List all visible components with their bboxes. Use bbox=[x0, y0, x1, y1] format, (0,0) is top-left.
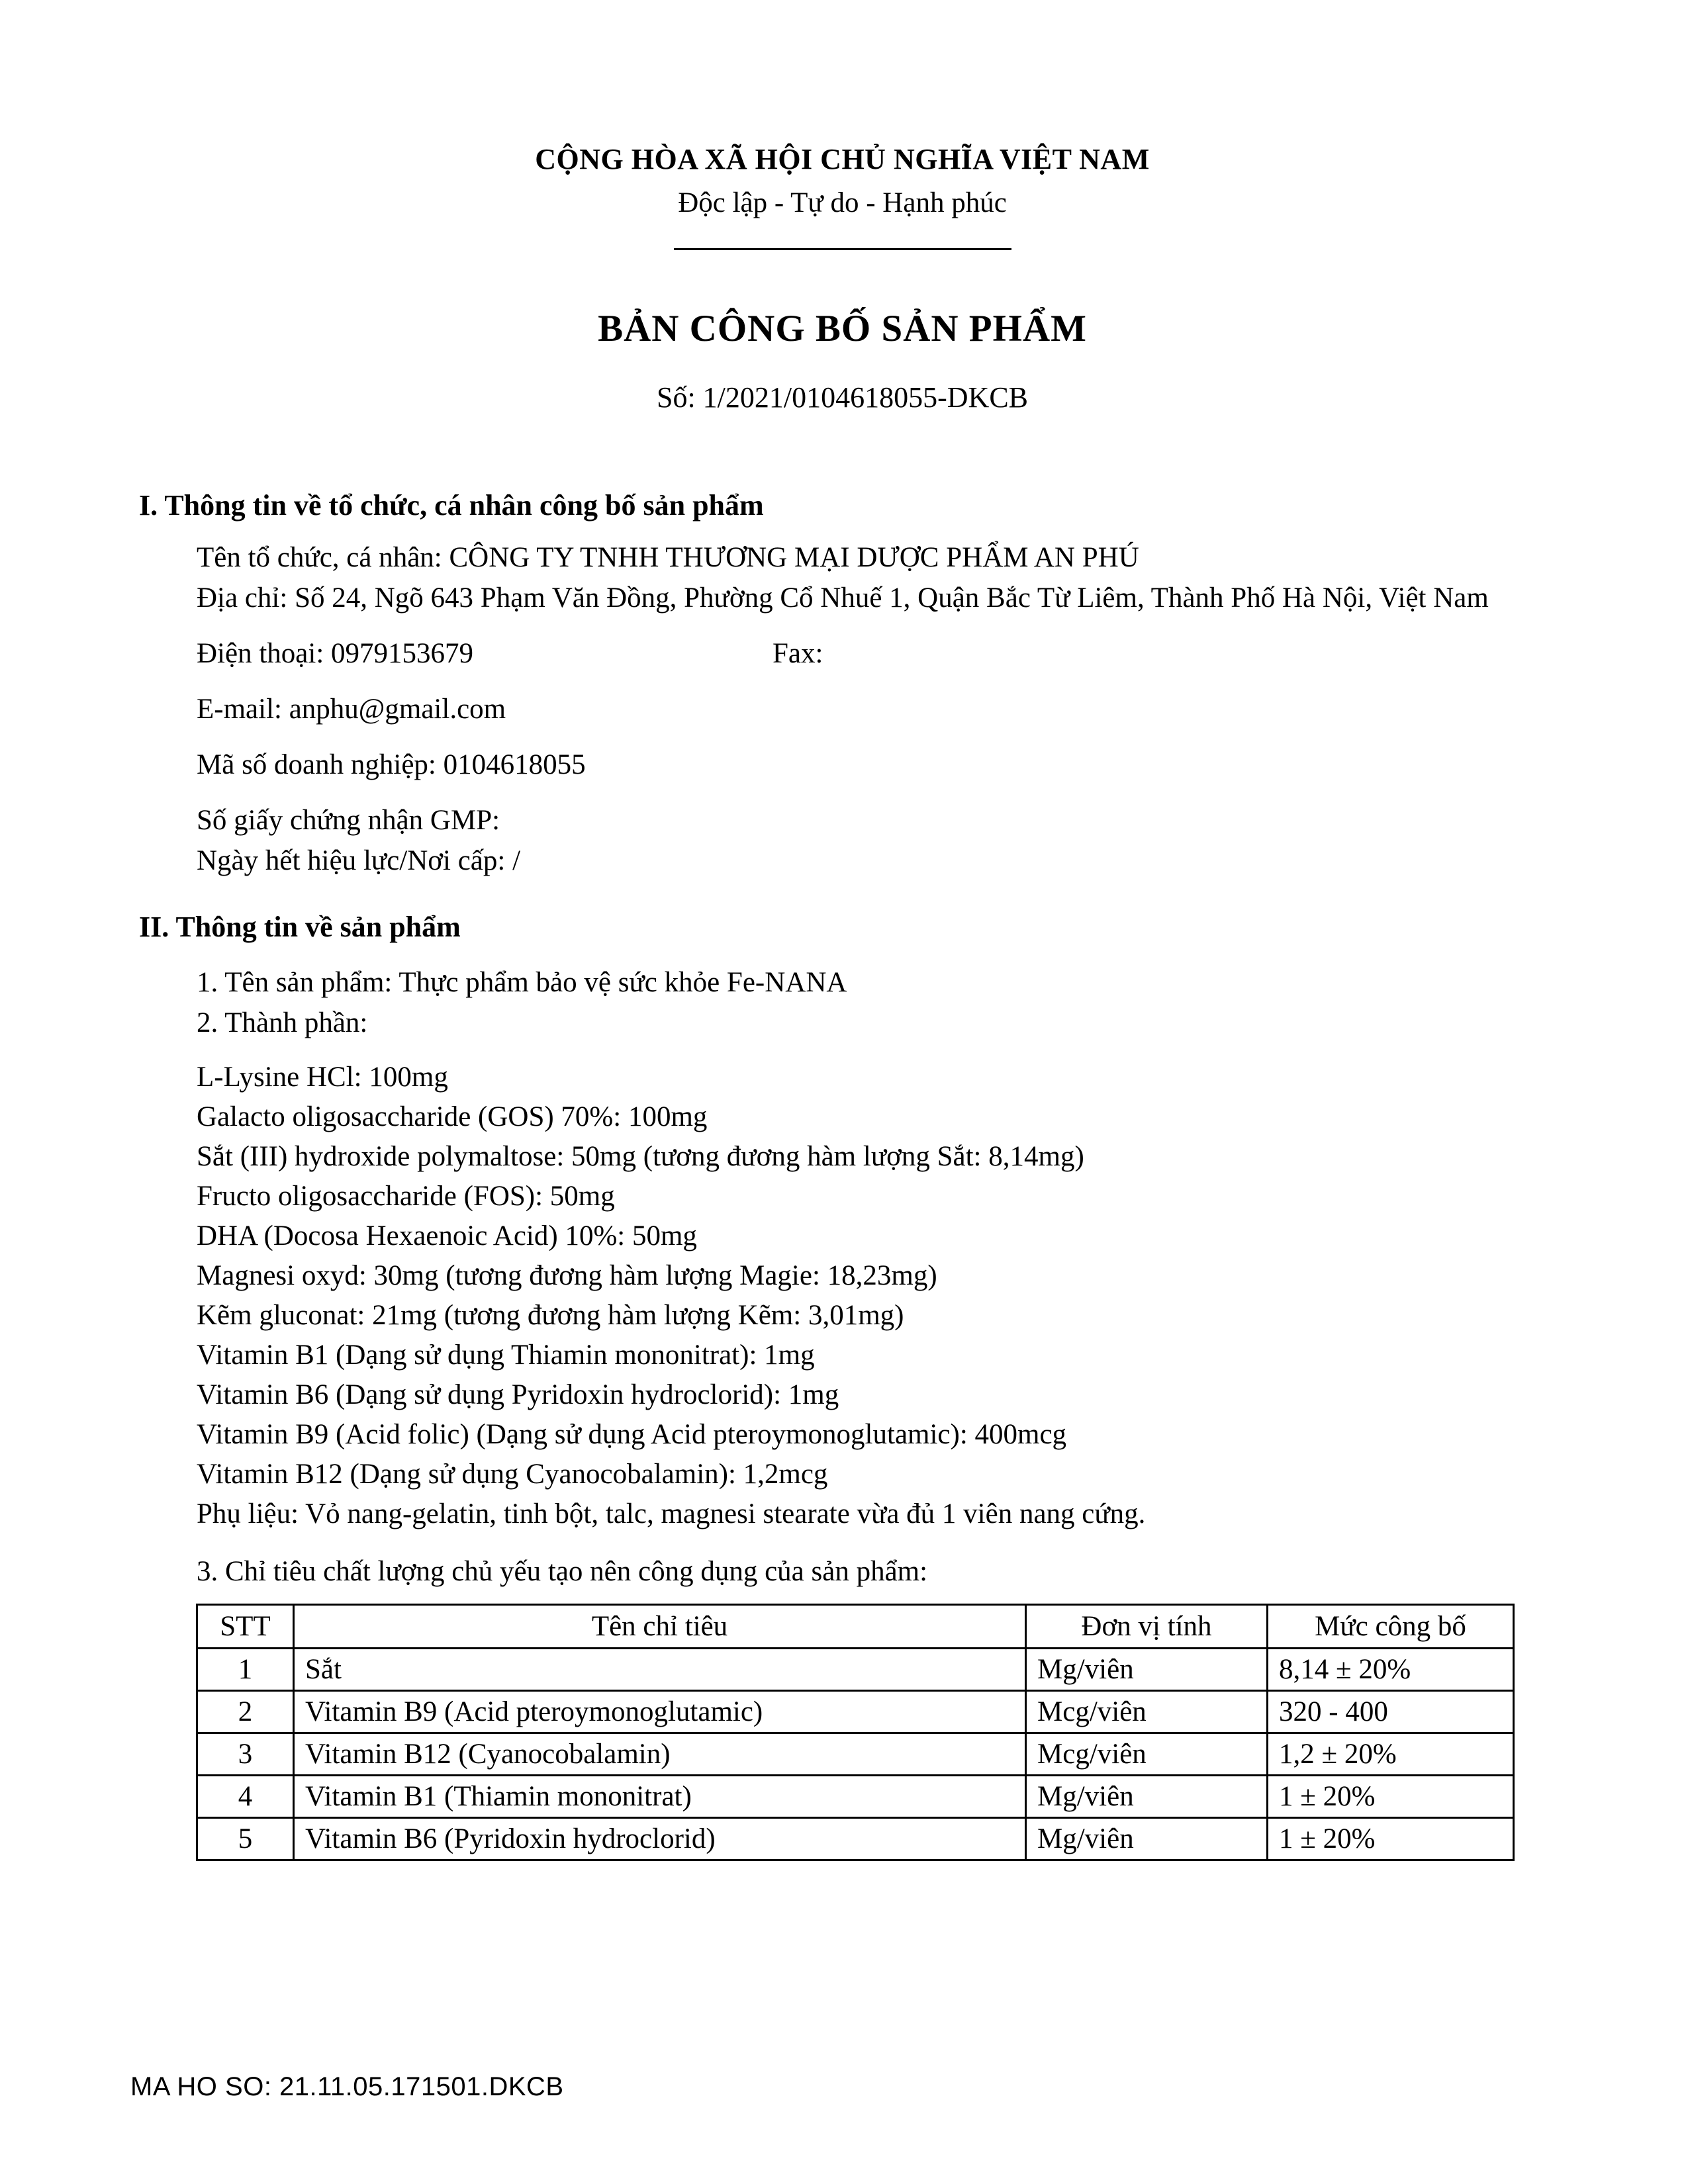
quality-criteria-table bbox=[196, 1604, 1515, 1861]
section-organization-info bbox=[139, 486, 1546, 881]
ingredient-item: Phụ liệu: Vỏ nang-gelatin, tinh bột, talc, magnesi stearate vừa đủ 1 viên nang cứng. bbox=[197, 1498, 1146, 1529]
table-row bbox=[197, 1691, 1514, 1733]
ingredients-list bbox=[139, 1058, 1546, 1534]
section-product-info bbox=[139, 907, 1546, 1861]
table-row bbox=[197, 1776, 1514, 1818]
cell-stt: 5 bbox=[197, 1818, 294, 1860]
cell-stt: 4 bbox=[197, 1776, 294, 1818]
table-header-stt: STT bbox=[197, 1605, 294, 1649]
table-header-unit: Đơn vị tính bbox=[1026, 1605, 1268, 1649]
ingredient-item: Magnesi oxyd: 30mg (tương đương hàm lượng Magie: 18,23mg) bbox=[197, 1260, 937, 1291]
ingredient-item: Kẽm gluconat: 21mg (tương đương hàm lượng Kẽm: 3,01mg) bbox=[197, 1300, 904, 1331]
cell-stt: 1 bbox=[197, 1649, 294, 1691]
expiry-line: Ngày hết hiệu lực/Nơi cấp: / bbox=[197, 845, 521, 876]
ingredient-item: Vitamin B12 (Dạng sử dụng Cyanocobalamin): 1,2mcg bbox=[197, 1459, 828, 1490]
cell-level: 8,14 ± 20% bbox=[1268, 1649, 1514, 1691]
fax-label: Fax: bbox=[773, 638, 823, 669]
ingredient-item: Galacto oligosaccharide (GOS) 70%: 100mg bbox=[197, 1101, 708, 1132]
cell-unit: Mg/viên bbox=[1026, 1818, 1268, 1860]
section1-heading: I. Thông tin về tổ chức, cá nhân công bố sản phẩm bbox=[139, 489, 764, 522]
national-motto: Độc lập - Tự do - Hạnh phúc bbox=[678, 187, 1007, 218]
table-header-row bbox=[197, 1605, 1514, 1649]
section2-heading: II. Thông tin về sản phẩm bbox=[139, 911, 461, 943]
document-title: BẢN CÔNG BỐ SẢN PHẨM bbox=[598, 308, 1087, 349]
cell-level: 1 ± 20% bbox=[1268, 1818, 1514, 1860]
gmp-certificate-line: Số giấy chứng nhận GMP: bbox=[197, 805, 500, 836]
table-row bbox=[197, 1649, 1514, 1691]
cell-unit: Mg/viên bbox=[1026, 1776, 1268, 1818]
business-code-line: Mã số doanh nghiệp: 0104618055 bbox=[197, 749, 586, 780]
table-row bbox=[197, 1818, 1514, 1860]
cell-level: 1,2 ± 20% bbox=[1268, 1733, 1514, 1776]
cell-name: Sắt bbox=[294, 1649, 1026, 1691]
phone-fax-line bbox=[139, 633, 1546, 674]
cell-name: Vitamin B6 (Pyridoxin hydroclorid) bbox=[294, 1818, 1026, 1860]
quality-criteria-heading: 3. Chỉ tiêu chất lượng chủ yếu tạo nên công dụng của sản phẩm: bbox=[197, 1556, 928, 1587]
email-line: E-mail: anphu@gmail.com bbox=[197, 694, 506, 725]
cell-stt: 3 bbox=[197, 1733, 294, 1776]
ingredient-item: Sắt (III) hydroxide polymaltose: 50mg (tương đương hàm lượng Sắt: 8,14mg) bbox=[197, 1141, 1084, 1172]
header-divider bbox=[674, 248, 1011, 250]
table-header-name: Tên chỉ tiêu bbox=[294, 1605, 1026, 1649]
cell-unit: Mcg/viên bbox=[1026, 1691, 1268, 1733]
table-header-level: Mức công bố bbox=[1268, 1605, 1514, 1649]
cell-name: Vitamin B1 (Thiamin mononitrat) bbox=[294, 1776, 1026, 1818]
ingredients-heading: 2. Thành phần: bbox=[197, 1007, 368, 1038]
cell-unit: Mg/viên bbox=[1026, 1649, 1268, 1691]
cell-unit: Mcg/viên bbox=[1026, 1733, 1268, 1776]
ingredient-item: Vitamin B6 (Dạng sử dụng Pyridoxin hydroclorid): 1mg bbox=[197, 1379, 839, 1410]
ingredient-item: Vitamin B1 (Dạng sử dụng Thiamin mononitrat): 1mg bbox=[197, 1340, 815, 1371]
cell-name: Vitamin B12 (Cyanocobalamin) bbox=[294, 1733, 1026, 1776]
product-name-line: 1. Tên sản phẩm: Thực phẩm bảo vệ sức khỏe Fe-NANA bbox=[197, 967, 847, 998]
cell-level: 320 - 400 bbox=[1268, 1691, 1514, 1733]
document-footer bbox=[130, 2072, 564, 2102]
cell-name: Vitamin B9 (Acid pteroymonoglutamic) bbox=[294, 1691, 1026, 1733]
cell-stt: 2 bbox=[197, 1691, 294, 1733]
file-code: MA HO SO: 21.11.05.171501.DKCB bbox=[130, 2072, 564, 2101]
document-number: Số: 1/2021/0104618055-DKCB bbox=[656, 381, 1029, 414]
table-row bbox=[197, 1733, 1514, 1776]
phone-value: Điện thoại: 0979153679 bbox=[197, 638, 474, 669]
cell-level: 1 ± 20% bbox=[1268, 1776, 1514, 1818]
ingredient-item: Vitamin B9 (Acid folic) (Dạng sử dụng Acid pteroymonoglutamic): 400mcg bbox=[197, 1419, 1067, 1450]
national-title: CỘNG HÒA XÃ HỘI CHỦ NGHĨA VIỆT NAM bbox=[535, 143, 1150, 175]
address-line: Địa chỉ: Số 24, Ngõ 643 Phạm Văn Đồng, Phường Cổ Nhuế 1, Quận Bắc Từ Liêm, Thành Phố Hà Nội, Việt Nam bbox=[197, 582, 1489, 614]
org-name-line: Tên tổ chức, cá nhân: CÔNG TY TNHH THƯƠNG MẠI DƯỢC PHẨM AN PHÚ bbox=[197, 542, 1139, 573]
ingredient-item: L-Lysine HCl: 100mg bbox=[197, 1062, 448, 1093]
ingredient-item: Fructo oligosaccharide (FOS): 50mg bbox=[197, 1181, 615, 1212]
document-header bbox=[139, 142, 1546, 414]
ingredient-item: DHA (Docosa Hexaenoic Acid) 10%: 50mg bbox=[197, 1220, 697, 1251]
